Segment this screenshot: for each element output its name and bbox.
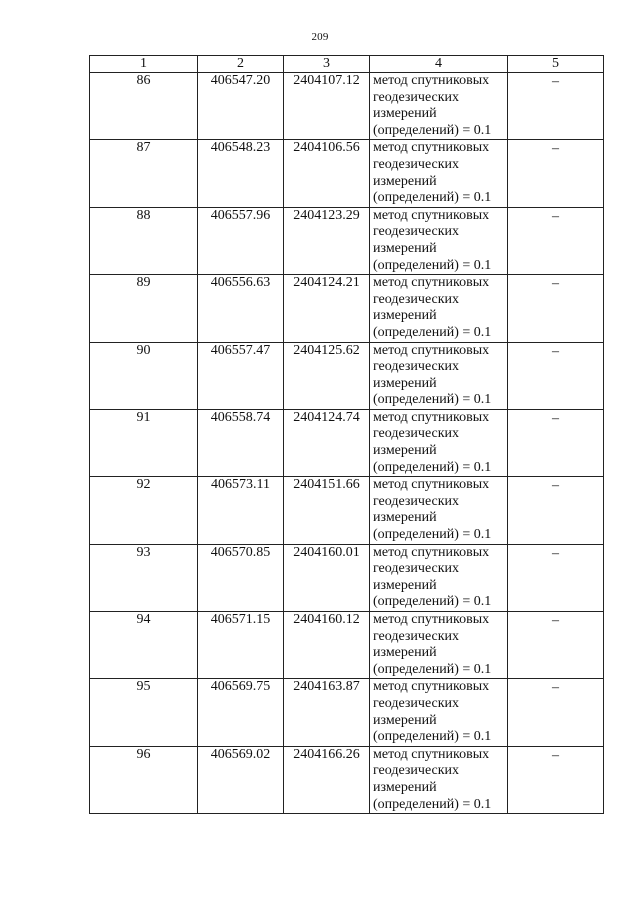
determination-method (370, 73, 508, 140)
coordinate-x: 406570.85 (198, 544, 284, 611)
table-row (90, 477, 604, 544)
method-line-4: (определений) = 0.1 (373, 122, 492, 138)
table-row (90, 679, 604, 746)
method-line-3: измерений (373, 106, 437, 122)
method-line-4: (определений) = 0.1 (373, 527, 492, 543)
coordinate-y: 2404123.29 (284, 207, 370, 274)
determination-method (370, 477, 508, 544)
note-dash: – (552, 478, 559, 494)
note-cell (508, 140, 604, 207)
coordinate-y: 2404151.66 (284, 477, 370, 544)
table-row (90, 544, 604, 611)
method-line-3: измерений (373, 375, 437, 391)
coordinates-table (89, 55, 604, 814)
method-line-4: (определений) = 0.1 (373, 324, 492, 340)
table-row (90, 612, 604, 679)
note-dash: – (552, 141, 559, 157)
method-line-1: метод спутниковых (373, 746, 490, 762)
method-line-1: метод спутниковых (373, 477, 490, 493)
coordinate-y: 2404166.26 (284, 746, 370, 813)
note-cell (508, 477, 604, 544)
page-number: 209 (311, 31, 329, 43)
coordinate-y: 2404125.62 (284, 342, 370, 409)
note-cell (508, 207, 604, 274)
note-cell (508, 746, 604, 813)
coordinate-x: 406569.75 (198, 679, 284, 746)
method-line-1: метод спутниковых (373, 342, 490, 358)
coordinate-y: 2404160.01 (284, 544, 370, 611)
coordinate-y: 2404124.21 (284, 275, 370, 342)
coordinate-y: 2404124.74 (284, 409, 370, 476)
note-cell (508, 409, 604, 476)
table-row (90, 73, 604, 140)
method-line-4: (определений) = 0.1 (373, 796, 492, 812)
header-col-2: 2 (198, 56, 284, 73)
determination-method (370, 746, 508, 813)
note-dash: – (552, 74, 559, 89)
method-line-2: геодезических (373, 156, 460, 172)
point-number: 87 (90, 140, 198, 207)
coordinate-x: 406556.63 (198, 275, 284, 342)
note-dash: – (552, 613, 559, 628)
note-cell (508, 342, 604, 409)
note-cell (508, 679, 604, 746)
method-line-2: геодезических (373, 695, 460, 711)
note-dash: – (552, 343, 559, 359)
point-number: 91 (90, 409, 198, 476)
note-dash: – (552, 545, 559, 561)
method-line-3: измерений (373, 308, 437, 324)
point-number: 96 (90, 746, 198, 813)
point-number: 95 (90, 679, 198, 746)
coordinate-x: 406558.74 (198, 409, 284, 476)
coordinate-x: 406547.20 (198, 73, 284, 140)
point-number: 90 (90, 342, 198, 409)
determination-method (370, 342, 508, 409)
method-line-4: (определений) = 0.1 (373, 190, 492, 206)
coordinate-y: 2404163.87 (284, 679, 370, 746)
note-dash: – (552, 680, 559, 696)
method-line-3: измерений (373, 443, 437, 459)
coordinate-x: 406557.47 (198, 342, 284, 409)
method-line-4: (определений) = 0.1 (373, 459, 492, 475)
method-line-1: метод спутниковых (373, 409, 490, 425)
method-line-4: (определений) = 0.1 (373, 729, 492, 745)
method-line-2: геодезических (373, 224, 460, 240)
table-row (90, 140, 604, 207)
determination-method (370, 679, 508, 746)
coordinate-x: 406573.11 (198, 477, 284, 544)
method-line-1: метод спутниковых (373, 544, 490, 560)
header-col-4: 4 (370, 56, 508, 73)
method-line-4: (определений) = 0.1 (373, 392, 492, 408)
method-line-3: измерений (373, 712, 437, 728)
determination-method (370, 207, 508, 274)
method-line-3: измерений (373, 645, 437, 661)
method-line-2: геодезических (373, 291, 460, 307)
method-line-2: геодезических (373, 763, 460, 779)
note-cell (508, 612, 604, 679)
table-header (90, 56, 604, 73)
method-line-1: метод спутниковых (373, 612, 490, 627)
point-number: 86 (90, 73, 198, 140)
method-line-1: метод спутниковых (373, 207, 490, 223)
coordinate-y: 2404160.12 (284, 612, 370, 679)
table-header-row (90, 56, 604, 73)
coordinate-x: 406548.23 (198, 140, 284, 207)
method-line-4: (определений) = 0.1 (373, 661, 492, 677)
coordinate-x: 406557.96 (198, 207, 284, 274)
coordinate-x: 406569.02 (198, 746, 284, 813)
method-line-2: геодезических (373, 426, 460, 442)
table-row (90, 342, 604, 409)
determination-method (370, 140, 508, 207)
table-row (90, 207, 604, 274)
header-col-3: 3 (284, 56, 370, 73)
note-dash: – (552, 208, 559, 224)
table-row (90, 275, 604, 342)
determination-method (370, 612, 508, 679)
method-line-4: (определений) = 0.1 (373, 257, 492, 273)
method-line-2: геодезических (373, 561, 460, 577)
method-line-3: измерений (373, 577, 437, 593)
table-row (90, 746, 604, 813)
point-number: 94 (90, 612, 198, 679)
header-col-5: 5 (508, 56, 604, 73)
method-line-3: измерений (373, 173, 437, 189)
table-row (90, 409, 604, 476)
method-line-1: метод спутниковых (373, 275, 490, 291)
method-line-2: геодезических (373, 89, 460, 105)
note-cell (508, 544, 604, 611)
method-line-2: геодезических (373, 628, 460, 644)
point-number: 92 (90, 477, 198, 544)
method-line-2: геодезических (373, 493, 460, 509)
method-line-1: метод спутниковых (373, 140, 490, 156)
method-line-3: измерений (373, 240, 437, 256)
method-line-1: метод спутниковых (373, 679, 490, 695)
point-number: 89 (90, 275, 198, 342)
note-cell (508, 275, 604, 342)
table-body (90, 73, 604, 814)
coordinate-y: 2404106.56 (284, 140, 370, 207)
coordinate-y: 2404107.12 (284, 73, 370, 140)
method-line-3: измерений (373, 779, 437, 795)
method-line-2: геодезических (373, 359, 460, 375)
determination-method (370, 275, 508, 342)
determination-method (370, 544, 508, 611)
method-line-4: (определений) = 0.1 (373, 594, 492, 610)
determination-method (370, 409, 508, 476)
method-line-1: метод спутниковых (373, 73, 490, 88)
point-number: 88 (90, 207, 198, 274)
note-dash: – (552, 747, 559, 763)
note-dash: – (552, 276, 559, 292)
coordinate-x: 406571.15 (198, 612, 284, 679)
note-dash: – (552, 410, 559, 426)
note-cell (508, 73, 604, 140)
method-line-3: измерений (373, 510, 437, 526)
header-col-1: 1 (90, 56, 198, 73)
point-number: 93 (90, 544, 198, 611)
